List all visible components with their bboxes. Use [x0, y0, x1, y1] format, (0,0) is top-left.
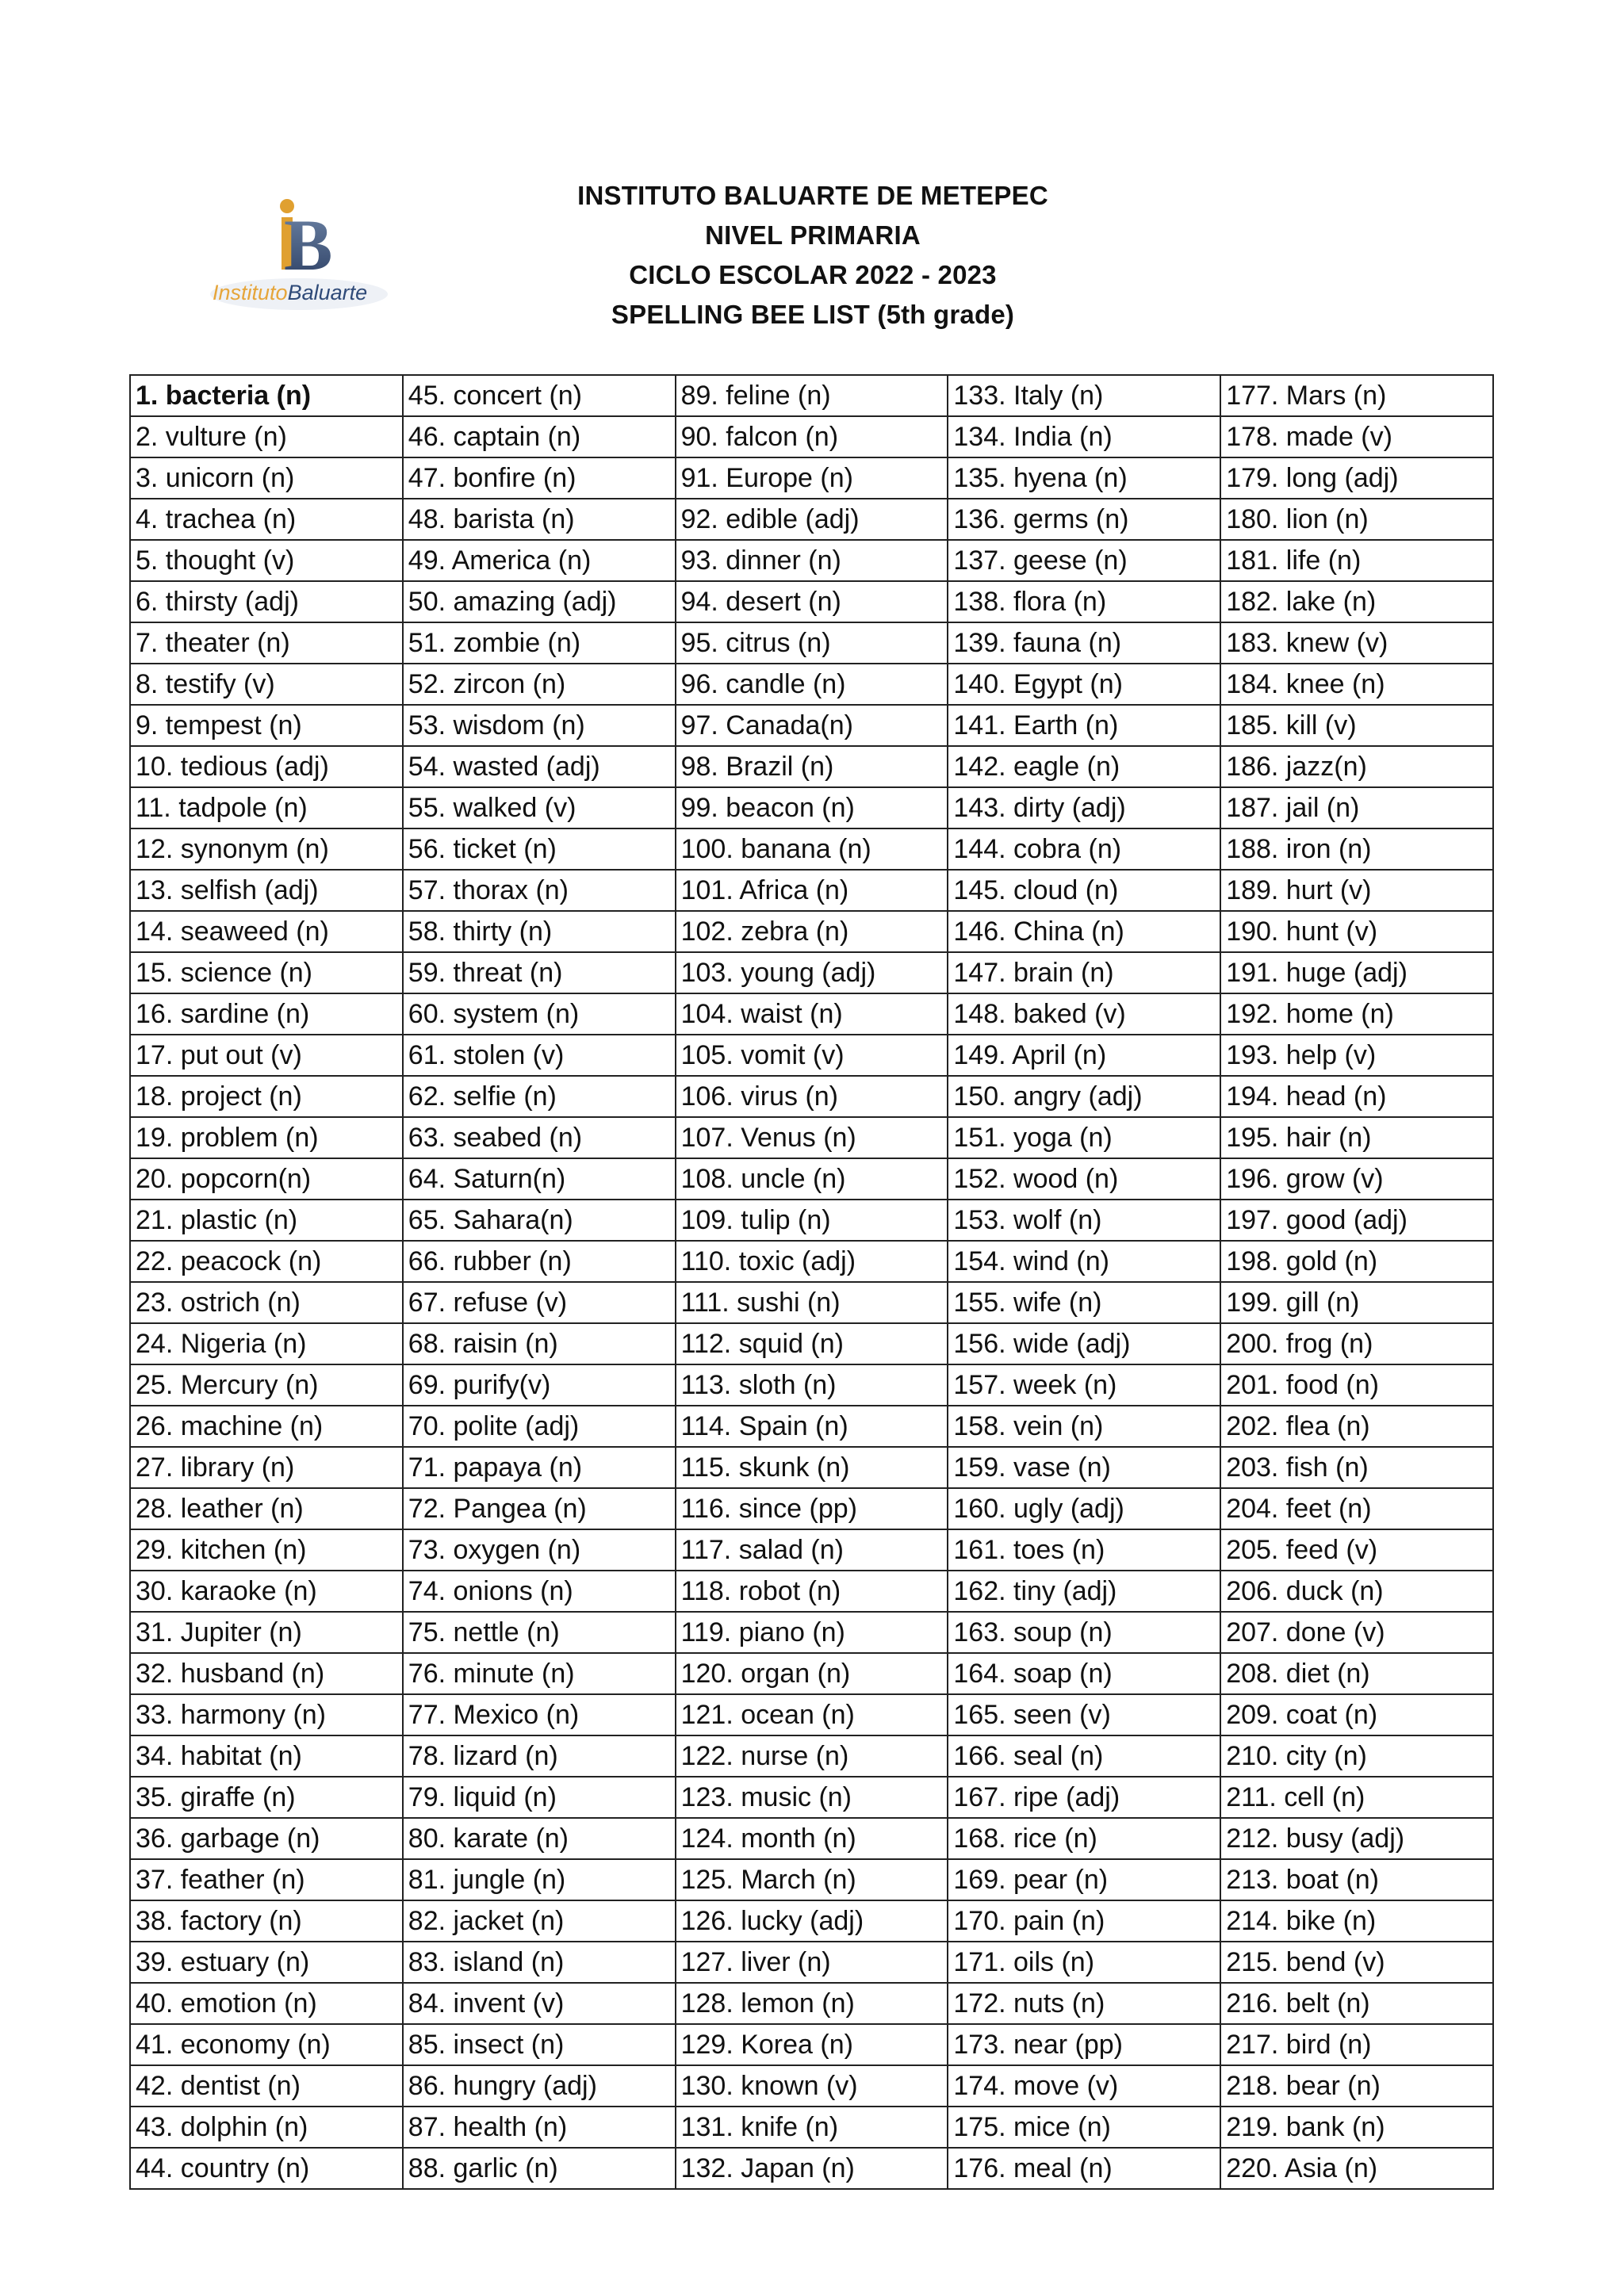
word-cell: 113. sloth (n) — [676, 1364, 948, 1406]
word-cell: 80. karate (n) — [403, 1818, 676, 1859]
word-cell: 140. Egypt (n) — [948, 664, 1220, 705]
word-cell: 64. Saturn(n) — [403, 1158, 676, 1200]
word-cell: 25. Mercury (n) — [130, 1364, 403, 1406]
school-cycle: CICLO ESCOLAR 2022 - 2023 — [629, 260, 997, 289]
word-cell: 57. thorax (n) — [403, 870, 676, 911]
word-cell: 23. ostrich (n) — [130, 1282, 403, 1323]
word-cell: 195. hair (n) — [1220, 1117, 1493, 1158]
word-cell: 52. zircon (n) — [403, 664, 676, 705]
word-cell: 197. good (adj) — [1220, 1200, 1493, 1241]
word-cell: 117. salad (n) — [676, 1529, 948, 1571]
word-cell: 54. wasted (adj) — [403, 746, 676, 787]
table-row — [130, 1942, 1493, 1983]
word-cell: 186. jazz(n) — [1220, 746, 1493, 787]
word-cell: 33. harmony (n) — [130, 1694, 403, 1735]
word-cell: 104. waist (n) — [676, 993, 948, 1035]
word-cell: 149. April (n) — [948, 1035, 1220, 1076]
word-cell: 40. emotion (n) — [130, 1983, 403, 2024]
table-row — [130, 1323, 1493, 1364]
table-row — [130, 1241, 1493, 1282]
word-cell: 26. machine (n) — [130, 1406, 403, 1447]
word-cell: 75. nettle (n) — [403, 1612, 676, 1653]
word-cell: 202. flea (n) — [1220, 1406, 1493, 1447]
table-row — [130, 2148, 1493, 2189]
word-cell: 88. garlic (n) — [403, 2148, 676, 2189]
word-cell: 164. soap (n) — [948, 1653, 1220, 1694]
word-cell: 150. angry (adj) — [948, 1076, 1220, 1117]
table-row — [130, 993, 1493, 1035]
word-cell: 152. wood (n) — [948, 1158, 1220, 1200]
word-cell: 43. dolphin (n) — [130, 2107, 403, 2148]
table-row — [130, 1282, 1493, 1323]
word-cell: 24. Nigeria (n) — [130, 1323, 403, 1364]
word-cell: 95. citrus (n) — [676, 622, 948, 664]
table-row — [130, 705, 1493, 746]
word-cell: 129. Korea (n) — [676, 2024, 948, 2065]
word-cell: 143. dirty (adj) — [948, 787, 1220, 828]
word-cell: 162. tiny (adj) — [948, 1571, 1220, 1612]
word-cell: 208. diet (n) — [1220, 1653, 1493, 1694]
word-cell: 91. Europe (n) — [676, 457, 948, 499]
word-cell: 130. known (v) — [676, 2065, 948, 2107]
word-cell: 56. ticket (n) — [403, 828, 676, 870]
word-cell: 173. near (pp) — [948, 2024, 1220, 2065]
word-cell: 200. frog (n) — [1220, 1323, 1493, 1364]
word-cell: 147. brain (n) — [948, 952, 1220, 993]
table-row — [130, 499, 1493, 540]
table-row — [130, 746, 1493, 787]
word-cell: 118. robot (n) — [676, 1571, 948, 1612]
word-cell: 66. rubber (n) — [403, 1241, 676, 1282]
word-cell: 114. Spain (n) — [676, 1406, 948, 1447]
word-cell: 132. Japan (n) — [676, 2148, 948, 2189]
word-cell: 181. life (n) — [1220, 540, 1493, 581]
word-cell: 145. cloud (n) — [948, 870, 1220, 911]
word-cell: 155. wife (n) — [948, 1282, 1220, 1323]
table-row — [130, 952, 1493, 993]
word-cell: 79. liquid (n) — [403, 1777, 676, 1818]
word-cell: 71. papaya (n) — [403, 1447, 676, 1488]
word-cell: 69. purify(v) — [403, 1364, 676, 1406]
word-cell: 138. flora (n) — [948, 581, 1220, 622]
word-cell: 59. threat (n) — [403, 952, 676, 993]
word-cell: 217. bird (n) — [1220, 2024, 1493, 2065]
word-cell: 78. lizard (n) — [403, 1735, 676, 1777]
word-cell: 46. captain (n) — [403, 416, 676, 457]
table-row — [130, 1117, 1493, 1158]
word-cell: 194. head (n) — [1220, 1076, 1493, 1117]
word-cell: 122. nurse (n) — [676, 1735, 948, 1777]
table-row — [130, 622, 1493, 664]
word-cell: 92. edible (adj) — [676, 499, 948, 540]
logo-wordmark: InstitutoBaluarte — [213, 281, 368, 304]
list-title: SPELLING BEE LIST (5th grade) — [611, 300, 1015, 329]
word-cell: 141. Earth (n) — [948, 705, 1220, 746]
word-cell: 100. banana (n) — [676, 828, 948, 870]
word-cell: 126. lucky (adj) — [676, 1900, 948, 1942]
word-cell: 184. knee (n) — [1220, 664, 1493, 705]
word-cell: 179. long (adj) — [1220, 457, 1493, 499]
word-cell: 121. ocean (n) — [676, 1694, 948, 1735]
table-row — [130, 1406, 1493, 1447]
word-cell: 47. bonfire (n) — [403, 457, 676, 499]
word-cell: 3. unicorn (n) — [130, 457, 403, 499]
table-row — [130, 1076, 1493, 1117]
word-cell: 49. America (n) — [403, 540, 676, 581]
table-row — [130, 1653, 1493, 1694]
word-cell: 206. duck (n) — [1220, 1571, 1493, 1612]
word-cell: 19. problem (n) — [130, 1117, 403, 1158]
word-cell: 17. put out (v) — [130, 1035, 403, 1076]
word-cell: 82. jacket (n) — [403, 1900, 676, 1942]
table-row — [130, 1158, 1493, 1200]
word-cell: 109. tulip (n) — [676, 1200, 948, 1241]
word-cell: 42. dentist (n) — [130, 2065, 403, 2107]
word-cell: 124. month (n) — [676, 1818, 948, 1859]
word-cell: 163. soup (n) — [948, 1612, 1220, 1653]
table-row — [130, 540, 1493, 581]
word-cell: 142. eagle (n) — [948, 746, 1220, 787]
word-cell: 144. cobra (n) — [948, 828, 1220, 870]
word-cell: 30. karaoke (n) — [130, 1571, 403, 1612]
word-cell: 60. system (n) — [403, 993, 676, 1035]
table-row — [130, 1529, 1493, 1571]
table-row — [130, 911, 1493, 952]
word-cell: 207. done (v) — [1220, 1612, 1493, 1653]
institute-logo — [208, 195, 390, 314]
word-cell: 176. meal (n) — [948, 2148, 1220, 2189]
word-cell: 168. rice (n) — [948, 1818, 1220, 1859]
word-cell: 14. seaweed (n) — [130, 911, 403, 952]
word-cell: 172. nuts (n) — [948, 1983, 1220, 2024]
word-cell: 211. cell (n) — [1220, 1777, 1493, 1818]
word-cell: 190. hunt (v) — [1220, 911, 1493, 952]
word-cell: 220. Asia (n) — [1220, 2148, 1493, 2189]
word-cell: 51. zombie (n) — [403, 622, 676, 664]
table-row — [130, 1859, 1493, 1900]
word-cell: 128. lemon (n) — [676, 1983, 948, 2024]
word-cell: 7. theater (n) — [130, 622, 403, 664]
table-row — [130, 2107, 1493, 2148]
word-cell: 12. synonym (n) — [130, 828, 403, 870]
table-row — [130, 1983, 1493, 2024]
word-cell: 58. thirty (n) — [403, 911, 676, 952]
table-row — [130, 870, 1493, 911]
word-cell: 116. since (pp) — [676, 1488, 948, 1529]
table-row — [130, 1777, 1493, 1818]
word-cell: 165. seen (v) — [948, 1694, 1220, 1735]
word-cell: 1. bacteria (n) — [130, 375, 403, 416]
word-cell: 102. zebra (n) — [676, 911, 948, 952]
table-row — [130, 1364, 1493, 1406]
word-cell: 81. jungle (n) — [403, 1859, 676, 1900]
word-cell: 212. busy (adj) — [1220, 1818, 1493, 1859]
word-cell: 189. hurt (v) — [1220, 870, 1493, 911]
table-row — [130, 416, 1493, 457]
word-cell: 39. estuary (n) — [130, 1942, 403, 1983]
word-cell: 50. amazing (adj) — [403, 581, 676, 622]
word-cell: 89. feline (n) — [676, 375, 948, 416]
word-cell: 177. Mars (n) — [1220, 375, 1493, 416]
word-cell: 187. jail (n) — [1220, 787, 1493, 828]
table-row — [130, 2065, 1493, 2107]
word-cell: 216. belt (n) — [1220, 1983, 1493, 2024]
word-cell: 98. Brazil (n) — [676, 746, 948, 787]
word-cell: 183. knew (v) — [1220, 622, 1493, 664]
word-cell: 11. tadpole (n) — [130, 787, 403, 828]
word-cell: 153. wolf (n) — [948, 1200, 1220, 1241]
table-row — [130, 1900, 1493, 1942]
word-cell: 32. husband (n) — [130, 1653, 403, 1694]
word-cell: 29. kitchen (n) — [130, 1529, 403, 1571]
word-cell: 169. pear (n) — [948, 1859, 1220, 1900]
word-cell: 15. science (n) — [130, 952, 403, 993]
word-cell: 31. Jupiter (n) — [130, 1612, 403, 1653]
word-cell: 16. sardine (n) — [130, 993, 403, 1035]
word-cell: 148. baked (v) — [948, 993, 1220, 1035]
table-row — [130, 1447, 1493, 1488]
word-cell: 13. selfish (adj) — [130, 870, 403, 911]
word-cell: 107. Venus (n) — [676, 1117, 948, 1158]
word-cell: 18. project (n) — [130, 1076, 403, 1117]
word-cell: 48. barista (n) — [403, 499, 676, 540]
word-cell: 203. fish (n) — [1220, 1447, 1493, 1488]
word-cell: 180. lion (n) — [1220, 499, 1493, 540]
word-cell: 73. oxygen (n) — [403, 1529, 676, 1571]
word-cell: 175. mice (n) — [948, 2107, 1220, 2148]
word-cell: 36. garbage (n) — [130, 1818, 403, 1859]
word-cell: 204. feet (n) — [1220, 1488, 1493, 1529]
table-row — [130, 375, 1493, 416]
word-cell: 93. dinner (n) — [676, 540, 948, 581]
word-cell: 83. island (n) — [403, 1942, 676, 1983]
word-cell: 76. minute (n) — [403, 1653, 676, 1694]
word-cell: 74. onions (n) — [403, 1571, 676, 1612]
word-cell: 135. hyena (n) — [948, 457, 1220, 499]
word-cell: 44. country (n) — [130, 2148, 403, 2189]
word-cell: 10. tedious (adj) — [130, 746, 403, 787]
word-cell: 38. factory (n) — [130, 1900, 403, 1942]
table-row — [130, 581, 1493, 622]
word-cell: 21. plastic (n) — [130, 1200, 403, 1241]
word-cell: 201. food (n) — [1220, 1364, 1493, 1406]
logo-letter-b: B — [284, 205, 333, 285]
word-cell: 215. bend (v) — [1220, 1942, 1493, 1983]
table-row — [130, 2024, 1493, 2065]
word-cell: 55. walked (v) — [403, 787, 676, 828]
word-cell: 110. toxic (adj) — [676, 1241, 948, 1282]
word-cell: 8. testify (v) — [130, 664, 403, 705]
word-cell: 101. Africa (n) — [676, 870, 948, 911]
word-cell: 9. tempest (n) — [130, 705, 403, 746]
table-row — [130, 457, 1493, 499]
word-cell: 70. polite (adj) — [403, 1406, 676, 1447]
school-level: NIVEL PRIMARIA — [705, 220, 921, 250]
word-cell: 20. popcorn(n) — [130, 1158, 403, 1200]
word-cell: 156. wide (adj) — [948, 1323, 1220, 1364]
document-header — [476, 176, 1150, 335]
table-row — [130, 1571, 1493, 1612]
word-cell: 193. help (v) — [1220, 1035, 1493, 1076]
word-cell: 123. music (n) — [676, 1777, 948, 1818]
word-cell: 115. skunk (n) — [676, 1447, 948, 1488]
word-cell: 161. toes (n) — [948, 1529, 1220, 1571]
word-cell: 63. seabed (n) — [403, 1117, 676, 1158]
word-cell: 166. seal (n) — [948, 1735, 1220, 1777]
word-cell: 67. refuse (v) — [403, 1282, 676, 1323]
word-cell: 99. beacon (n) — [676, 787, 948, 828]
table-row — [130, 828, 1493, 870]
word-cell: 139. fauna (n) — [948, 622, 1220, 664]
word-cell: 87. health (n) — [403, 2107, 676, 2148]
word-cell: 4. trachea (n) — [130, 499, 403, 540]
table-row — [130, 1694, 1493, 1735]
word-cell: 22. peacock (n) — [130, 1241, 403, 1282]
word-cell: 96. candle (n) — [676, 664, 948, 705]
word-cell: 159. vase (n) — [948, 1447, 1220, 1488]
word-cell: 105. vomit (v) — [676, 1035, 948, 1076]
word-cell: 205. feed (v) — [1220, 1529, 1493, 1571]
table-row — [130, 1488, 1493, 1529]
word-cell: 2. vulture (n) — [130, 416, 403, 457]
word-cell: 199. gill (n) — [1220, 1282, 1493, 1323]
word-cell: 61. stolen (v) — [403, 1035, 676, 1076]
word-cell: 120. organ (n) — [676, 1653, 948, 1694]
word-cell: 198. gold (n) — [1220, 1241, 1493, 1282]
word-cell: 6. thirsty (adj) — [130, 581, 403, 622]
word-cell: 35. giraffe (n) — [130, 1777, 403, 1818]
word-cell: 131. knife (n) — [676, 2107, 948, 2148]
word-cell: 125. March (n) — [676, 1859, 948, 1900]
word-cell: 158. vein (n) — [948, 1406, 1220, 1447]
word-cell: 160. ugly (adj) — [948, 1488, 1220, 1529]
word-cell: 210. city (n) — [1220, 1735, 1493, 1777]
word-cell: 62. selfie (n) — [403, 1076, 676, 1117]
table-row — [130, 787, 1493, 828]
word-cell: 77. Mexico (n) — [403, 1694, 676, 1735]
word-cell: 28. leather (n) — [130, 1488, 403, 1529]
word-cell: 192. home (n) — [1220, 993, 1493, 1035]
word-cell: 178. made (v) — [1220, 416, 1493, 457]
word-cell: 136. germs (n) — [948, 499, 1220, 540]
table-row — [130, 664, 1493, 705]
word-cell: 213. boat (n) — [1220, 1859, 1493, 1900]
word-cell: 112. squid (n) — [676, 1323, 948, 1364]
word-cell: 65. Sahara(n) — [403, 1200, 676, 1241]
word-cell: 34. habitat (n) — [130, 1735, 403, 1777]
word-cell: 27. library (n) — [130, 1447, 403, 1488]
word-cell: 218. bear (n) — [1220, 2065, 1493, 2107]
word-cell: 127. liver (n) — [676, 1942, 948, 1983]
word-cell: 154. wind (n) — [948, 1241, 1220, 1282]
table-row — [130, 1035, 1493, 1076]
word-cell: 134. India (n) — [948, 416, 1220, 457]
word-cell: 45. concert (n) — [403, 375, 676, 416]
word-cell: 111. sushi (n) — [676, 1282, 948, 1323]
word-cell: 146. China (n) — [948, 911, 1220, 952]
table-row — [130, 1818, 1493, 1859]
word-cell: 174. move (v) — [948, 2065, 1220, 2107]
word-cell: 191. huge (adj) — [1220, 952, 1493, 993]
word-cell: 157. week (n) — [948, 1364, 1220, 1406]
word-cell: 214. bike (n) — [1220, 1900, 1493, 1942]
table-row — [130, 1200, 1493, 1241]
word-cell: 209. coat (n) — [1220, 1694, 1493, 1735]
word-cell: 90. falcon (n) — [676, 416, 948, 457]
word-cell: 85. insect (n) — [403, 2024, 676, 2065]
word-cell: 37. feather (n) — [130, 1859, 403, 1900]
word-cell: 41. economy (n) — [130, 2024, 403, 2065]
table-row — [130, 1612, 1493, 1653]
word-cell: 53. wisdom (n) — [403, 705, 676, 746]
word-cell: 119. piano (n) — [676, 1612, 948, 1653]
word-cell: 185. kill (v) — [1220, 705, 1493, 746]
word-cell: 84. invent (v) — [403, 1983, 676, 2024]
table-row — [130, 1735, 1493, 1777]
word-cell: 171. oils (n) — [948, 1942, 1220, 1983]
spelling-word-table — [129, 374, 1494, 2190]
word-cell: 219. bank (n) — [1220, 2107, 1493, 2148]
school-name: INSTITUTO BALUARTE DE METEPEC — [577, 181, 1048, 210]
word-cell: 188. iron (n) — [1220, 828, 1493, 870]
word-cell: 68. raisin (n) — [403, 1323, 676, 1364]
word-cell: 94. desert (n) — [676, 581, 948, 622]
word-cell: 170. pain (n) — [948, 1900, 1220, 1942]
word-cell: 106. virus (n) — [676, 1076, 948, 1117]
word-cell: 182. lake (n) — [1220, 581, 1493, 622]
word-cell: 137. geese (n) — [948, 540, 1220, 581]
word-cell: 72. Pangea (n) — [403, 1488, 676, 1529]
word-cell: 86. hungry (adj) — [403, 2065, 676, 2107]
word-cell: 151. yoga (n) — [948, 1117, 1220, 1158]
word-cell: 167. ripe (adj) — [948, 1777, 1220, 1818]
word-cell: 5. thought (v) — [130, 540, 403, 581]
word-cell: 97. Canada(n) — [676, 705, 948, 746]
word-cell: 196. grow (v) — [1220, 1158, 1493, 1200]
word-cell: 133. Italy (n) — [948, 375, 1220, 416]
word-cell: 108. uncle (n) — [676, 1158, 948, 1200]
word-cell: 103. young (adj) — [676, 952, 948, 993]
